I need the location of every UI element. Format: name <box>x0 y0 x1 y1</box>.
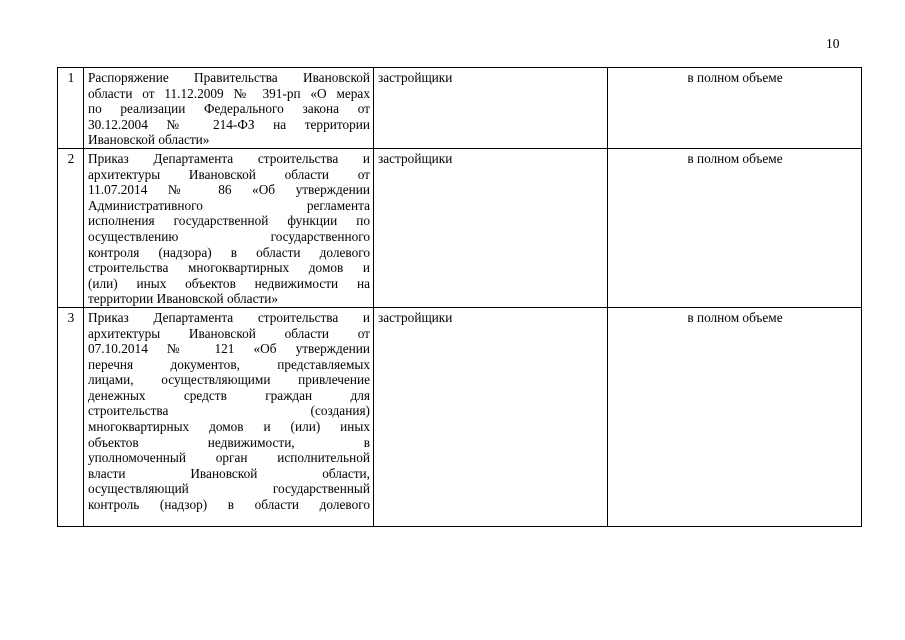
regulations-table <box>57 67 862 527</box>
document-title-line: 11.07.2014 № 86 «Об утверждении <box>88 182 370 198</box>
document-title-cell <box>84 68 374 149</box>
document-title-line: осуществлению государственного <box>88 228 370 244</box>
table-row <box>58 307 862 526</box>
row-number: 1 <box>58 68 84 149</box>
document-title-line: строительства (создания) <box>88 403 370 419</box>
document-title-line: территории Ивановской области» <box>88 291 279 307</box>
document-title-line: архитектуры Ивановской области от <box>88 166 370 182</box>
scope-cell: в полном объеме <box>608 68 862 149</box>
table-row <box>58 148 862 307</box>
document-title-line: контроля (надзора) в области долевого <box>88 244 370 260</box>
document-title-line: исполнения государственной функции по <box>88 213 370 229</box>
document-title-line: денежных средств граждан для <box>88 387 370 403</box>
document-title-line: осуществляющий государственный <box>88 481 370 497</box>
document-title-line: Ивановской области» <box>88 132 210 148</box>
scope-cell: в полном объеме <box>608 307 862 526</box>
document-title-line: лицами, осуществляющими привлечение <box>88 372 370 388</box>
document-title-cell <box>84 148 374 307</box>
document-title-line: (или) иных объектов недвижимости на <box>88 275 370 291</box>
document-title-line: контроль (надзор) в области долевого <box>88 497 370 513</box>
document-title-line: 07.10.2014 № 121 «Об утверждении <box>88 341 370 357</box>
scope-cell: в полном объеме <box>608 148 862 307</box>
document-title-line: Распоряжение Правительства Ивановской <box>88 70 370 85</box>
document-title-line: по реализации Федерального закона от <box>88 101 370 117</box>
document-title-line: перечня документов, представляемых <box>88 356 370 372</box>
document-title-line: архитектуры Ивановской области от <box>88 325 370 341</box>
document-title-line: власти Ивановской области, <box>88 465 370 481</box>
row-number: 3 <box>58 307 84 526</box>
document-title-line: 30.12.2004 № 214-ФЗ на территории <box>88 116 370 132</box>
document-title-line: Административного регламента <box>88 197 370 213</box>
table-row <box>58 68 862 149</box>
subject-cell: застройщики <box>374 307 608 526</box>
document-title-line: уполномоченный орган исполнительной <box>88 450 370 466</box>
document-title-line: объектов недвижимости, в <box>88 434 370 450</box>
document-title-cell <box>84 307 374 526</box>
document-title-line: многоквартирных домов и (или) иных <box>88 419 370 435</box>
document-title-line: области от 11.12.2009 № 391-рп «О мерах <box>88 85 370 101</box>
subject-cell: застройщики <box>374 148 608 307</box>
document-title-line: Приказ Департамента строительства и <box>88 150 370 166</box>
document-title-line: строительства многоквартирных домов и <box>88 260 370 276</box>
subject-cell: застройщики <box>374 68 608 149</box>
table-body <box>58 68 862 527</box>
page-number: 10 <box>826 36 840 51</box>
document-title-line: Приказ Департамента строительства и <box>88 309 370 325</box>
row-number: 2 <box>58 148 84 307</box>
